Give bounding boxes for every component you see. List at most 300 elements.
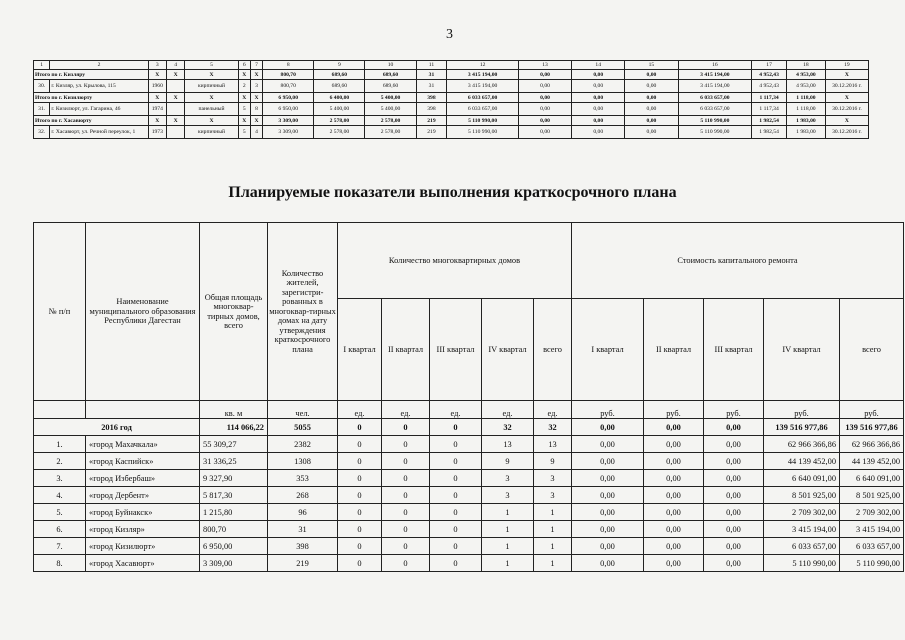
row-cell: 0,00 xyxy=(572,538,644,555)
municipality-name: «город Каспийск» xyxy=(86,453,200,470)
total-row xyxy=(34,419,904,436)
municipality-name: «город Дербент» xyxy=(86,487,200,504)
row-cell: 5 817,30 xyxy=(200,487,268,504)
top-cell: 32. xyxy=(34,126,50,139)
top-address-cell: г. Хасавюрт, ул. Речной переулок, 1 xyxy=(50,126,148,139)
row-cell: 0 xyxy=(338,504,382,521)
municipality-name: «город Махачкала» xyxy=(86,436,200,453)
row-cell: 1 xyxy=(534,504,572,521)
top-cell: 0,00 xyxy=(518,70,571,80)
top-cell: 1960 xyxy=(148,80,166,93)
top-cell: X xyxy=(825,70,868,80)
unit-cell: руб. xyxy=(764,401,840,419)
row-cell: 0 xyxy=(338,555,382,572)
top-cell: X xyxy=(167,70,185,80)
header-houses-q4: IV квартал xyxy=(482,299,534,401)
row-cell: 0,00 xyxy=(704,487,764,504)
header-cost-q3: III квартал xyxy=(704,299,764,401)
header-cost-q2: II квартал xyxy=(644,299,704,401)
top-cell: 0,00 xyxy=(625,126,678,139)
top-header-cell: 9 xyxy=(314,61,365,70)
units-row xyxy=(34,401,904,419)
top-cell: 30.12.2016 г. xyxy=(825,80,868,93)
row-cell: 9 xyxy=(534,453,572,470)
unit-cell: руб. xyxy=(704,401,764,419)
row-cell: 0 xyxy=(338,470,382,487)
table-row xyxy=(34,470,904,487)
top-cell: 800,70 xyxy=(263,70,314,80)
row-cell: 0 xyxy=(430,453,482,470)
top-cell: 2 578,00 xyxy=(314,126,365,139)
top-cell: 1 982,54 xyxy=(752,126,787,139)
top-cell: 219 xyxy=(416,116,447,126)
municipality-name: «город Хасавюрт» xyxy=(86,555,200,572)
top-table-total-row xyxy=(34,93,869,103)
top-cell: 3 415 194,00 xyxy=(678,80,752,93)
unit-cell: ед. xyxy=(430,401,482,419)
top-total-label: Итого по г. Хасавюрту xyxy=(34,116,149,126)
total-cell: 0 xyxy=(430,419,482,436)
top-cell: 31 xyxy=(416,70,447,80)
top-header-cell: 3 xyxy=(148,61,166,70)
top-table-total-row xyxy=(34,70,869,80)
row-cell: 31 xyxy=(268,521,338,538)
top-cell: 0,00 xyxy=(518,93,571,103)
top-cell: 6 033 657,00 xyxy=(678,93,752,103)
unit-cell: ед. xyxy=(382,401,430,419)
top-cell: 1 117,34 xyxy=(752,93,787,103)
top-cell: X xyxy=(238,93,250,103)
top-cell: X xyxy=(238,70,250,80)
top-address-cell: г. Кизилюрт, ул. Гагарина, 46 xyxy=(50,103,148,116)
header-num: № п/п xyxy=(34,223,86,401)
top-cell: 0,00 xyxy=(518,126,571,139)
top-total-label: Итого по г. Кизилюрту xyxy=(34,93,149,103)
top-cell: 5 400,00 xyxy=(365,103,416,116)
row-cell: 1 xyxy=(482,555,534,572)
top-cell: 1 982,54 xyxy=(752,116,787,126)
top-header-cell: 8 xyxy=(263,61,314,70)
row-cell: 0 xyxy=(338,538,382,555)
row-cell: 0,00 xyxy=(704,521,764,538)
top-cell: 398 xyxy=(416,93,447,103)
top-cell: 689,60 xyxy=(314,80,365,93)
top-cell: X xyxy=(185,93,238,103)
row-cell: 0,00 xyxy=(644,521,704,538)
top-header-cell: 6 xyxy=(238,61,250,70)
top-cell: 689,60 xyxy=(365,80,416,93)
row-cell: 2 709 302,00 xyxy=(764,504,840,521)
top-cell xyxy=(167,80,185,93)
row-number: 7. xyxy=(34,538,86,555)
row-number: 8. xyxy=(34,555,86,572)
top-cell: 5 xyxy=(238,103,250,116)
top-cell: 2 578,00 xyxy=(365,116,416,126)
top-cell: 1973 xyxy=(148,126,166,139)
top-header-cell: 19 xyxy=(825,61,868,70)
header-cost-q4: IV квартал xyxy=(764,299,840,401)
municipality-name: «город Кизилюрт» xyxy=(86,538,200,555)
row-cell: 9 xyxy=(482,453,534,470)
top-cell: 3 309,00 xyxy=(263,116,314,126)
top-cell: 4 952,43 xyxy=(752,80,787,93)
top-cell: 0,00 xyxy=(625,80,678,93)
row-cell: 3 309,00 xyxy=(200,555,268,572)
header-area: Общая площадь многоквар-тирных домов, всего xyxy=(200,223,268,401)
top-cell: 0,00 xyxy=(572,93,625,103)
row-cell: 1 xyxy=(482,538,534,555)
top-cell: 5 400,00 xyxy=(314,103,365,116)
table-row xyxy=(34,436,904,453)
top-cell: 398 xyxy=(416,103,447,116)
row-cell: 13 xyxy=(482,436,534,453)
top-cell: панельный xyxy=(185,103,238,116)
top-cell: 2 xyxy=(238,80,250,93)
unit-cell: ед. xyxy=(482,401,534,419)
row-cell: 31 336,25 xyxy=(200,453,268,470)
row-cell: 0,00 xyxy=(704,453,764,470)
top-header-cell: 14 xyxy=(572,61,625,70)
top-table-row xyxy=(34,80,869,93)
row-number: 3. xyxy=(34,470,86,487)
row-cell: 0 xyxy=(382,555,430,572)
top-cell: X xyxy=(825,116,868,126)
top-cell: X xyxy=(167,93,185,103)
row-cell: 353 xyxy=(268,470,338,487)
top-header-cell: 7 xyxy=(250,61,262,70)
top-cell: X xyxy=(825,93,868,103)
top-cell: 1974 xyxy=(148,103,166,116)
row-cell: 0 xyxy=(382,436,430,453)
units-empty xyxy=(86,401,200,419)
top-cell: 0,00 xyxy=(572,116,625,126)
top-header-cell: 4 xyxy=(167,61,185,70)
table-row xyxy=(34,521,904,538)
top-cell: 2 578,00 xyxy=(314,116,365,126)
top-cell: 219 xyxy=(416,126,447,139)
row-cell: 0,00 xyxy=(644,470,704,487)
table-row xyxy=(34,555,904,572)
total-cell: 0 xyxy=(382,419,430,436)
row-cell: 0,00 xyxy=(644,504,704,521)
total-cell: 0 xyxy=(338,419,382,436)
row-cell: 3 xyxy=(534,470,572,487)
unit-cell: руб. xyxy=(572,401,644,419)
top-cell: X xyxy=(148,93,166,103)
top-cell: 800,70 xyxy=(263,80,314,93)
total-cell: 5055 xyxy=(268,419,338,436)
header-municipality: Наименование муниципального образования Республики Дагестан xyxy=(86,223,200,401)
top-cell: 6 033 657,00 xyxy=(447,103,519,116)
row-cell: 0 xyxy=(382,521,430,538)
unit-cell: кв. м xyxy=(200,401,268,419)
top-cell: 0,00 xyxy=(572,70,625,80)
row-number: 5. xyxy=(34,504,86,521)
row-cell: 3 xyxy=(534,487,572,504)
row-cell: 0 xyxy=(382,538,430,555)
row-cell: 0,00 xyxy=(572,487,644,504)
row-cell: 3 xyxy=(482,487,534,504)
header-houses-q1: I квартал xyxy=(338,299,382,401)
unit-cell: чел. xyxy=(268,401,338,419)
top-header-cell: 12 xyxy=(447,61,519,70)
row-cell: 8 501 925,00 xyxy=(764,487,840,504)
top-cell: 689,60 xyxy=(365,70,416,80)
total-cell: 0,00 xyxy=(704,419,764,436)
row-number: 6. xyxy=(34,521,86,538)
top-cell xyxy=(167,103,185,116)
top-header-cell: 1 xyxy=(34,61,50,70)
row-cell: 0 xyxy=(430,555,482,572)
total-cell: 139 516 977,86 xyxy=(840,419,904,436)
top-cell: X xyxy=(148,116,166,126)
top-cell: 3 xyxy=(250,80,262,93)
row-cell: 0 xyxy=(382,470,430,487)
top-cell: 4 xyxy=(250,126,262,139)
top-cell: 0,00 xyxy=(518,103,571,116)
top-cell: 0,00 xyxy=(518,116,571,126)
top-header-cell: 18 xyxy=(786,61,825,70)
top-cell: X xyxy=(250,116,262,126)
row-cell: 0 xyxy=(430,436,482,453)
row-cell: 1 215,80 xyxy=(200,504,268,521)
top-cell: 5 110 990,00 xyxy=(678,116,752,126)
top-cell: 1 118,00 xyxy=(786,93,825,103)
top-cell: 5 400,00 xyxy=(365,93,416,103)
row-cell: 0,00 xyxy=(704,555,764,572)
top-table-header xyxy=(34,61,869,70)
top-cell: X xyxy=(185,116,238,126)
top-cell: 6 033 657,00 xyxy=(678,103,752,116)
top-cell: 2 578,00 xyxy=(365,126,416,139)
total-cell: 32 xyxy=(482,419,534,436)
row-number: 2. xyxy=(34,453,86,470)
row-cell: 800,70 xyxy=(200,521,268,538)
top-cell: 0,00 xyxy=(625,70,678,80)
row-cell: 6 033 657,00 xyxy=(764,538,840,555)
row-cell: 1 xyxy=(482,504,534,521)
top-table-row xyxy=(34,103,869,116)
top-cell: 1 118,00 xyxy=(786,103,825,116)
table-row xyxy=(34,504,904,521)
top-cell: 3 309,00 xyxy=(263,126,314,139)
row-cell: 8 501 925,00 xyxy=(840,487,904,504)
top-cell: 0,00 xyxy=(625,93,678,103)
top-header-cell: 10 xyxy=(365,61,416,70)
units-empty xyxy=(34,401,86,419)
row-cell: 44 139 452,00 xyxy=(840,453,904,470)
top-cell: 5 xyxy=(238,126,250,139)
row-cell: 96 xyxy=(268,504,338,521)
table-row xyxy=(34,487,904,504)
top-cell: X xyxy=(250,70,262,80)
top-cell: 3 415 194,00 xyxy=(447,80,519,93)
header-residents: Количество жителей, зарегистри-рованных в многоквар-тирных домах на дату утверждения краткосрочного плана xyxy=(268,223,338,401)
row-cell: 0 xyxy=(338,453,382,470)
top-cell: 4 953,00 xyxy=(786,80,825,93)
row-cell: 2 709 302,00 xyxy=(840,504,904,521)
top-cell: 31. xyxy=(34,103,50,116)
row-cell: 0,00 xyxy=(644,436,704,453)
top-cell: 1 117,34 xyxy=(752,103,787,116)
row-cell: 55 309,27 xyxy=(200,436,268,453)
row-cell: 0 xyxy=(382,453,430,470)
row-cell: 1 xyxy=(534,521,572,538)
top-cell: 0,00 xyxy=(572,126,625,139)
row-cell: 0,00 xyxy=(644,555,704,572)
row-cell: 44 139 452,00 xyxy=(764,453,840,470)
municipality-name: «город Кизляр» xyxy=(86,521,200,538)
top-cell: 1 983,00 xyxy=(786,126,825,139)
top-cell: 6 950,00 xyxy=(263,93,314,103)
header-houses-total: всего xyxy=(534,299,572,401)
top-cell: 0,00 xyxy=(572,103,625,116)
row-cell: 0,00 xyxy=(704,470,764,487)
row-number: 4. xyxy=(34,487,86,504)
row-cell: 0 xyxy=(338,521,382,538)
row-cell: 5 110 990,00 xyxy=(764,555,840,572)
row-cell: 0 xyxy=(338,436,382,453)
main-table xyxy=(33,222,904,572)
row-cell: 268 xyxy=(268,487,338,504)
top-header-cell: 13 xyxy=(518,61,571,70)
row-cell: 0,00 xyxy=(572,453,644,470)
top-cell: 3 415 194,00 xyxy=(678,70,752,80)
top-total-label: Итого по г. Кизляру xyxy=(34,70,149,80)
row-cell: 0,00 xyxy=(704,504,764,521)
total-cell: 32 xyxy=(534,419,572,436)
row-cell: 0 xyxy=(338,487,382,504)
header-houses-group: Количество многоквартирных домов xyxy=(338,223,572,299)
top-cell: 4 953,00 xyxy=(786,70,825,80)
row-cell: 9 327,90 xyxy=(200,470,268,487)
unit-cell: ед. xyxy=(534,401,572,419)
top-header-cell: 16 xyxy=(678,61,752,70)
top-cell: 0,00 xyxy=(572,80,625,93)
unit-cell: руб. xyxy=(840,401,904,419)
top-table-row xyxy=(34,126,869,139)
row-cell: 0 xyxy=(430,521,482,538)
municipality-name: «город Буйнакск» xyxy=(86,504,200,521)
row-cell: 2382 xyxy=(268,436,338,453)
row-cell: 3 415 194,00 xyxy=(840,521,904,538)
row-cell: 0,00 xyxy=(572,555,644,572)
row-cell: 6 640 091,00 xyxy=(840,470,904,487)
row-cell: 0 xyxy=(430,504,482,521)
top-header-cell: 5 xyxy=(185,61,238,70)
row-cell: 62 966 366,86 xyxy=(840,436,904,453)
total-label: 2016 год xyxy=(34,419,200,436)
row-cell: 0,00 xyxy=(704,538,764,555)
row-cell: 5 110 990,00 xyxy=(840,555,904,572)
row-cell: 1 xyxy=(534,555,572,572)
top-table-total-row xyxy=(34,116,869,126)
top-cell: 5 110 990,00 xyxy=(678,126,752,139)
top-cell: X xyxy=(167,116,185,126)
top-cell: 8 xyxy=(250,103,262,116)
row-number: 1. xyxy=(34,436,86,453)
row-cell: 0 xyxy=(430,470,482,487)
total-cell: 0,00 xyxy=(572,419,644,436)
row-cell: 1 xyxy=(482,521,534,538)
row-cell: 398 xyxy=(268,538,338,555)
top-cell: 0,00 xyxy=(518,80,571,93)
row-cell: 219 xyxy=(268,555,338,572)
top-cell: 6 950,00 xyxy=(263,103,314,116)
top-cell: X xyxy=(238,116,250,126)
page-number: 3 xyxy=(446,27,453,42)
top-cell: кирпичный xyxy=(185,126,238,139)
row-cell: 0,00 xyxy=(572,504,644,521)
top-cell: 0,00 xyxy=(625,103,678,116)
total-cell: 139 516 977,86 xyxy=(764,419,840,436)
top-cell: 6 400,00 xyxy=(314,93,365,103)
row-cell: 0,00 xyxy=(572,436,644,453)
top-cell: 5 110 990,00 xyxy=(447,126,519,139)
row-cell: 0 xyxy=(382,487,430,504)
header-houses-q2: II квартал xyxy=(382,299,430,401)
row-cell: 0,00 xyxy=(704,436,764,453)
unit-cell: ед. xyxy=(338,401,382,419)
municipality-name: «город Избербаш» xyxy=(86,470,200,487)
top-cell: 4 952,43 xyxy=(752,70,787,80)
top-cell: 0,00 xyxy=(625,116,678,126)
row-cell: 6 950,00 xyxy=(200,538,268,555)
header-cost-total: всего xyxy=(840,299,904,401)
row-cell: 1 xyxy=(534,538,572,555)
top-cell: кирпичный xyxy=(185,80,238,93)
row-cell: 0 xyxy=(430,538,482,555)
top-cell: 31 xyxy=(416,80,447,93)
row-cell: 1308 xyxy=(268,453,338,470)
row-cell: 6 640 091,00 xyxy=(764,470,840,487)
top-address-cell: г. Кизляр, ул. Крылова, 115 xyxy=(50,80,148,93)
top-cell: 1 983,00 xyxy=(786,116,825,126)
top-header-cell: 11 xyxy=(416,61,447,70)
row-cell: 13 xyxy=(534,436,572,453)
top-cell: X xyxy=(185,70,238,80)
top-header-cell: 15 xyxy=(625,61,678,70)
header-cost-group: Стоимость капитального ремонта xyxy=(572,223,904,299)
header-cost-q1: I квартал xyxy=(572,299,644,401)
section-title: Планируемые показатели выполнения краткосрочного плана xyxy=(228,184,677,201)
top-cell: 30. xyxy=(34,80,50,93)
row-cell: 3 415 194,00 xyxy=(764,521,840,538)
top-cell: 689,60 xyxy=(314,70,365,80)
row-cell: 3 xyxy=(482,470,534,487)
row-cell: 0 xyxy=(382,504,430,521)
total-cell: 0,00 xyxy=(644,419,704,436)
top-header-cell: 2 xyxy=(50,61,148,70)
total-cell: 114 066,22 xyxy=(200,419,268,436)
row-cell: 0 xyxy=(430,487,482,504)
unit-cell: руб. xyxy=(644,401,704,419)
row-cell: 0,00 xyxy=(644,453,704,470)
row-cell: 0,00 xyxy=(644,487,704,504)
top-cell: X xyxy=(250,93,262,103)
top-cell: 6 033 657,00 xyxy=(447,93,519,103)
header-houses-q3: III квартал xyxy=(430,299,482,401)
row-cell: 0,00 xyxy=(572,521,644,538)
top-cell: 30.12.2016 г. xyxy=(825,103,868,116)
table-row xyxy=(34,453,904,470)
row-cell: 6 033 657,00 xyxy=(840,538,904,555)
top-cell: 30.12.2016 г. xyxy=(825,126,868,139)
top-cell: 3 415 194,00 xyxy=(447,70,519,80)
top-cell: 5 110 990,00 xyxy=(447,116,519,126)
row-cell: 0,00 xyxy=(572,470,644,487)
top-cell xyxy=(167,126,185,139)
